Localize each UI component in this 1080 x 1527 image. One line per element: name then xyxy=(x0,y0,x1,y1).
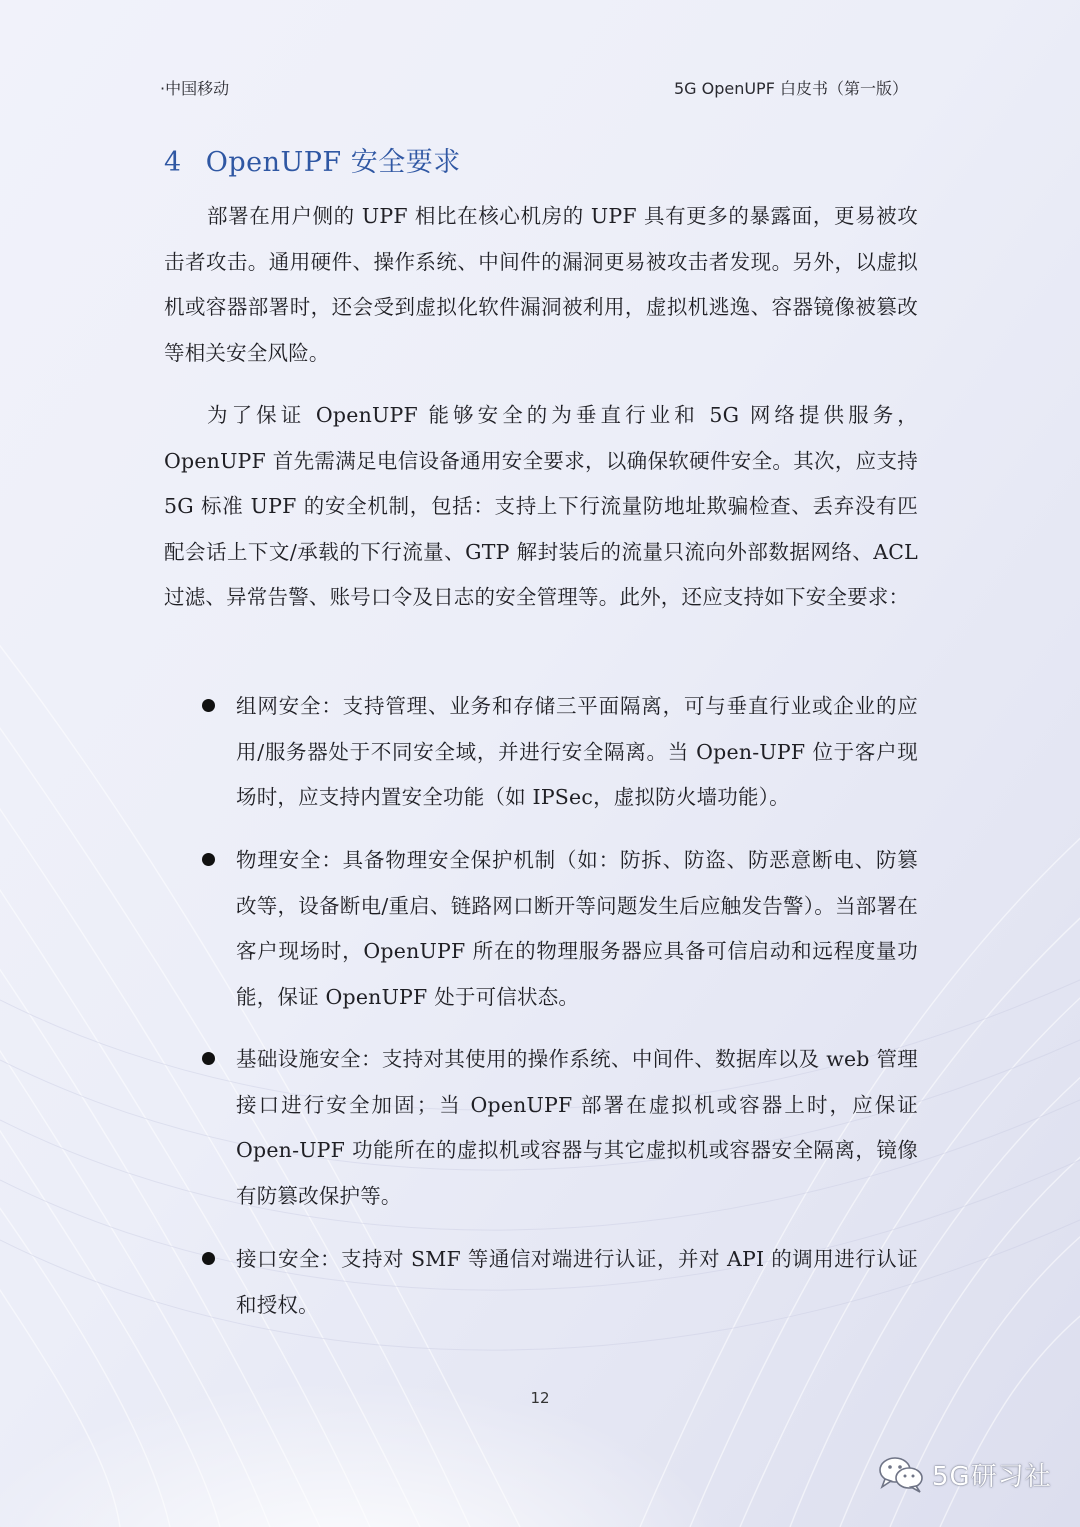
paragraph-2: 为了保证 OpenUPF 能够安全的为垂直行业和 5G 网络提供服务，OpenUPF 首先需满足电信设备通用安全要求，以确保软硬件安全。其次，应支持 5G 标准 UPF 的安全机制，包括：支持上下行流量防地址欺骗检查、丢弃没有匹配会话上下文/承载的下行流量、GTP 解封装后的流量只流向外部数据网络、ACL 过滤、异常告警、账号口令及日志的安全管理等。此外，还应支持如下安全要求： xyxy=(164,403,918,609)
section-heading xyxy=(164,140,461,179)
section-number: 4 xyxy=(164,147,182,178)
bullet-dot-icon xyxy=(202,699,215,712)
bullet-item-physical-security: 物理安全：具备物理安全保护机制（如：防拆、防盗、防恶意断电、防篡改等，设备断电/重启、链路网口断开等问题发生后应触发告警）。当部署在客户现场时，OpenUPF 所在的物理服务器应具备可信启动和远程度量功能，保证 OpenUPF 处于可信状态。 xyxy=(236,848,918,1009)
paragraph-1: 部署在用户侧的 UPF 相比在核心机房的 UPF 具有更多的暴露面，更易被攻击者攻击。通用硬件、操作系统、中间件的漏洞更易被攻击者发现。另外，以虚拟机或容器部署时，还会受到虚拟化软件漏洞被利用，虚拟机逃逸、容器镜像被篡改等相关安全风险。 xyxy=(164,204,918,365)
bullet-dot-icon xyxy=(202,1052,215,1065)
page-number: 12 xyxy=(530,1389,550,1407)
watermark-text: 5G研习社 xyxy=(932,1461,1052,1492)
bullet-item-infrastructure-security: 基础设施安全：支持对其使用的操作系统、中间件、数据库以及 web 管理接口进行安全加固；当 OpenUPF 部署在虚拟机或容器上时，应保证 Open-UPF 功能所在的虚拟机或容器与其它虚拟机或容器安全隔离，镜像有防篡改保护等。 xyxy=(236,1047,918,1208)
bullet-item-interface-security: 接口安全：支持对 SMF 等通信对端进行认证，并对 API 的调用进行认证和授权。 xyxy=(236,1247,918,1317)
watermark xyxy=(876,1452,1052,1496)
wechat-icon xyxy=(876,1454,926,1494)
header-organization: ·中国移动 xyxy=(160,79,230,98)
header-document-title: 5G OpenUPF 白皮书（第一版） xyxy=(673,79,908,98)
section-title: OpenUPF 安全要求 xyxy=(205,147,461,178)
bullet-item-network-security: 组网安全：支持管理、业务和存储三平面隔离，可与垂直行业或企业的应用/服务器处于不同安全域，并进行安全隔离。当 Open-UPF 位于客户现场时，应支持内置安全功能（如 IPSec，虚拟防火墙功能）。 xyxy=(236,694,918,809)
bullet-dot-icon xyxy=(202,853,215,866)
bullet-dot-icon xyxy=(202,1252,215,1265)
